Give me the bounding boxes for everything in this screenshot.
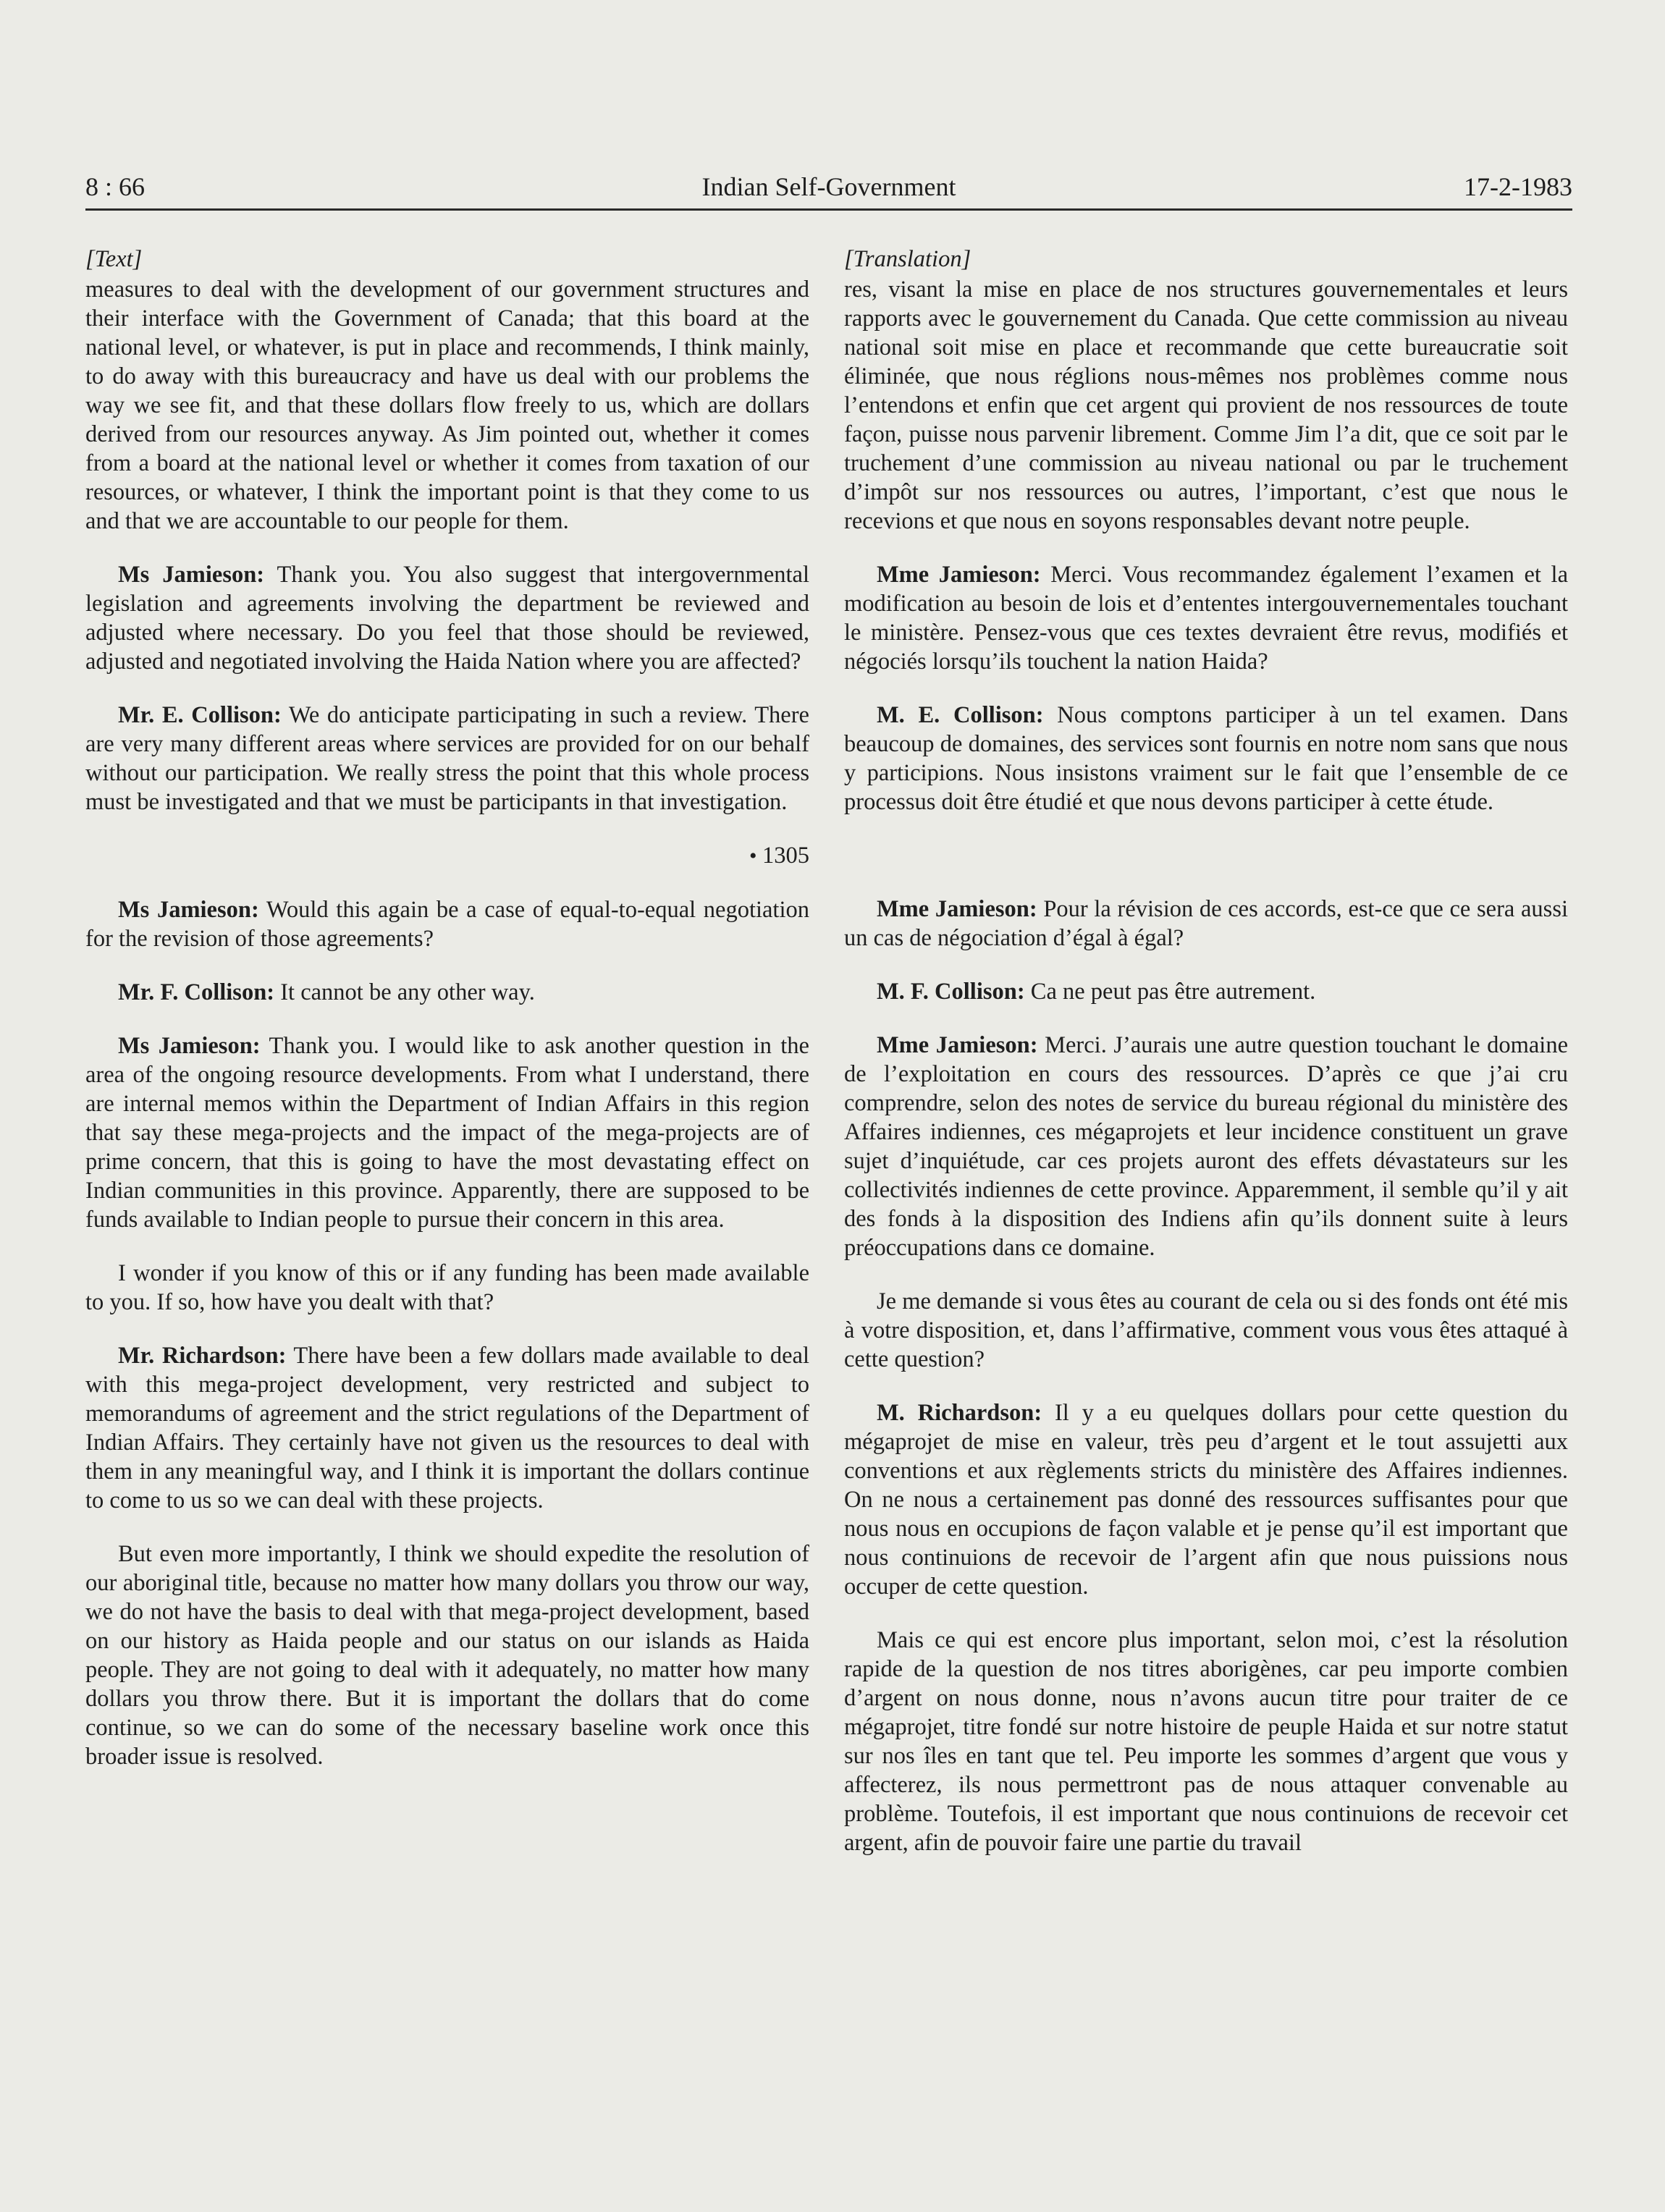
speaker-name: M. Richardson: (877, 1400, 1042, 1426)
speech-text: There have been a few dollars made available to deal with this mega-project development, very restricted and subject to memorandums of agreement and the strict regulations of the Department of Indian Affairs. They certainly have not given us the resources to deal with them in any meaningful way, and I think it is important the dollars continue to come to us so we can deal with these projects. (85, 1343, 809, 1514)
paragraph: res, visant la mise en place de nos structures gouvernementales et leurs rapports avec le gouvernement du Canada. Que cette commission au niveau national soit mise en place et recommande que cette bureaucratie soit éliminée, que nous réglions nous-mêmes nos problèmes comme nous l’entendons et enfin que cet argent qui provient de nos ressources de toute façon, puisse nous parvenir librement. Comme Jim l’a dit, que ce soit par le truchement d’une commission au niveau national ou par le truchement d’impôt sur nos ressources ou autres, l’important, c’est que nous le recevions et que nous en soyons responsables devant notre peuple. (844, 276, 1568, 534)
column-label-translation: [Translation] (844, 246, 971, 272)
speaker-name: M. F. Collison: (877, 979, 1025, 1005)
paragraph (85, 1031, 809, 1234)
paragraph: Mais ce qui est encore plus important, selon moi, c’est la résolution rapide de la question de nos titres aborigènes, car peu importe combien d’argent on nous donne, nous n’avons aucun titre pour traiter de ce mégaprojet, titre fondé sur notre histoire de peuple Haida et sur notre statut sur nos îles en tant que tel. Peu importe les sommes d’argent que vous y affecterez, ils nous permettront pas de nous attaquer convenable au problème. Toutefois, il est important que nous continuions de recevoir cet argent, afin de pouvoir faire une partie du travail (844, 1627, 1568, 1856)
speaker-name: Mr. F. Collison: (118, 979, 275, 1005)
speech-text: Pour la révision de ces accords, est-ce que ce sera aussi un cas de négociation d’égal à égal? (844, 896, 1568, 951)
speech-text: It cannot be any other way. (274, 979, 535, 1005)
speech-text: Merci. J’aurais une autre question touchant le domaine de l’exploitation en cours des ressources. D’après ce que j’ai cru comprendre, selon des notes de service du bureau régional du ministère des Affaires indiennes, ces mégaprojets et leur incidence constituent un grave sujet d’inquiétude, car ces projets auront des effets dévastateurs sur les collectivités indiennes de cette province. Apparemment, il semble qu’il y ait des fonds à la disposition des Indiens afin qu’ils donnent suite à leurs préoccupations dans ce domaine. (844, 1032, 1568, 1261)
paragraph (85, 895, 809, 953)
speaker-name: Mme Jamieson: (877, 562, 1041, 588)
header-date: 17-2-1983 (1464, 172, 1572, 201)
bullet-icon: • (749, 844, 762, 868)
paragraph (85, 701, 809, 816)
paragraph (844, 560, 1568, 676)
paragraph (844, 1031, 1568, 1262)
speech-text: Would this again be a case of equal-to-equal negotiation for the revision of those agreements? (85, 897, 809, 952)
speaker-name: Mme Jamieson: (877, 1032, 1038, 1058)
paragraph: Je me demande si vous êtes au courant de cela ou si des fonds ont été mis à votre disposition, et, dans l’affirmative, comment vous vous êtes attaqué à cette question? (844, 1288, 1568, 1372)
speech-text: Thank you. You also suggest that intergovernmental legislation and agreements involving the department be reviewed and adjusted where necessary. Do you feel that those should be reviewed, adjusted and negotiated involving the Haida Nation where you are affected? (85, 562, 809, 675)
time-marker (85, 841, 809, 871)
paragraph: I wonder if you know of this or if any funding has been made available to you. If so, how have you dealt with that? (85, 1260, 809, 1315)
running-title: Indian Self-Government (701, 172, 956, 201)
paragraph (85, 560, 809, 676)
speaker-name: M. E. Collison: (877, 702, 1044, 728)
speaker-name: Mr. Richardson: (118, 1343, 287, 1369)
paragraph (844, 1398, 1568, 1601)
paragraph: But even more importantly, I think we should expedite the resolution of our aboriginal title, because no matter how many dollars you throw our way, we do not have the basis to deal with that mega-project development, based on our history as Haida people and our status on our islands as Haida people. They are not going to deal with it adequately, no matter how many dollars you throw there. But it is important the dollars that do come continue, so we can do some of the necessary baseline work once this broader issue is resolved. (85, 1541, 809, 1770)
paragraph: measures to deal with the development of our government structures and their interface with the Government of Canada; that this board at the national level, or whatever, is put in place and recommends, I think mainly, to do away with this bureaucracy and have us deal with our problems the way we see fit, and that these dollars flow freely to us, which are dollars derived from our resources anyway. As Jim pointed out, whether it comes from a board at the national level or whether it comes from taxation of our resources, or whatever, I think the important point is that they come to us and that we are accountable to our people for them. (85, 276, 809, 534)
speaker-name: Ms Jamieson: (118, 562, 265, 588)
speaker-name: Mme Jamieson: (877, 896, 1037, 922)
paragraph (844, 895, 1568, 953)
speech-text: Ca ne peut pas être autrement. (1024, 979, 1316, 1005)
page-header (85, 172, 1572, 211)
speaker-name: Ms Jamieson: (118, 1033, 261, 1059)
paragraph (85, 1341, 809, 1515)
time-marker-value: 1305 (762, 843, 809, 869)
speaker-name: Mr. E. Collison: (118, 702, 282, 728)
marker-spacer (844, 841, 1568, 895)
paragraph (85, 978, 809, 1007)
speech-text: Thank you. I would like to ask another question in the area of the ongoing resource developments. From what I understand, there are internal memos within the Department of Indian Affairs in this region that say these mega-projects and the impact of the mega-projects are of prime concern, that this is going to have the most devastating effect on Indian communities in this province. Apparently, there are supposed to be funds available to Indian people to pursue their concern in this area. (85, 1033, 809, 1233)
speech-text: Nous comptons participer à un tel examen. Dans beaucoup de domaines, des services sont fournis en notre nom sans que nous y participions. Nous insistons vraiment sur le fait que l’ensemble de ce processus doit être étudié et que nous devons participer à cette étude. (844, 702, 1568, 815)
speech-text: Merci. Vous recommandez également l’examen et la modification au besoin de lois et d’ententes intergouvernementales touchant le ministère. Pensez-vous que ces textes devraient être revus, modifiés et négociés lorsqu’ils touchent la nation Haida? (844, 562, 1568, 675)
speaker-name: Ms Jamieson: (118, 897, 259, 923)
page-number: 8 : 66 (85, 172, 146, 201)
paragraph (844, 977, 1568, 1006)
english-column (85, 245, 809, 1796)
column-label-text: [Text] (85, 246, 143, 272)
french-column (844, 245, 1568, 1882)
speech-text: Il y a eu quelques dollars pour cette question du mégaprojet de mise en valeur, très peu d’argent et le tout assujetti aux conventions et aux règlements stricts du ministère des Affaires indiennes. On ne nous a certainement pas donné des ressources suffisantes pour que nous nous en occupions de façon valable et je pense qu’il est important que nous continuions de recevoir de l’argent afin que nous puissions nous occuper de cette question. (844, 1400, 1568, 1600)
speech-text: We do anticipate participating in such a review. There are very many different areas where services are provided for on our behalf without our participation. We really stress the point that this whole process must be investigated and that we must be participants in that investigation. (85, 702, 809, 815)
paragraph (844, 701, 1568, 816)
